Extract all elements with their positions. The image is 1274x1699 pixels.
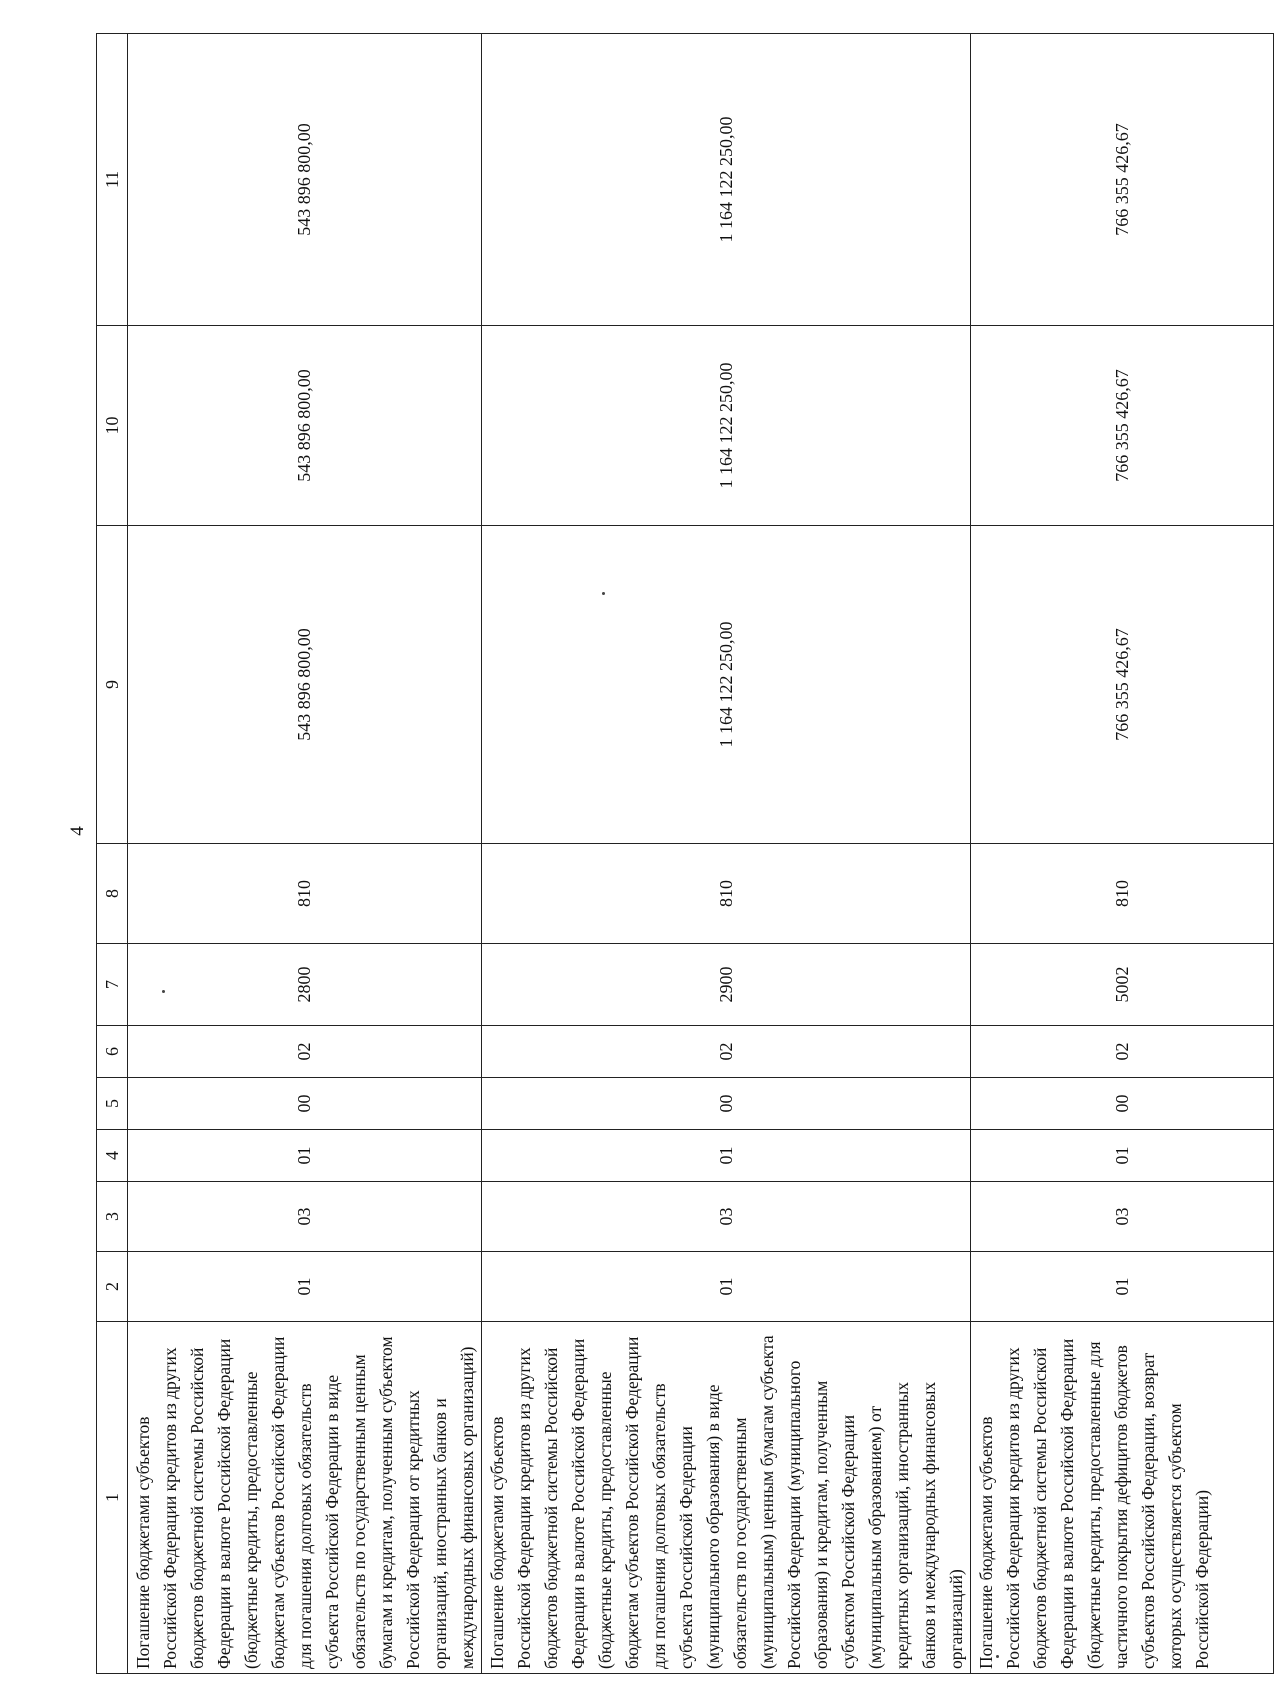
- cell-col-9: 543 896 800,00: [128, 526, 482, 844]
- cell-col-8: 810: [482, 844, 971, 944]
- cell-col-9: 766 355 426,67: [971, 526, 1274, 844]
- cell-col-11: 543 896 800,00: [128, 34, 482, 326]
- row-description: Погашение бюджетами субъектов Российской Федерации кредитов из других бюджетов бюджетной системы Российской Федерации в валюте Российской Федерации (бюджетные кредиты, предоставленные бюджетам субъектов Российской Федерации для погашения долговых обязательств субъекта Российской Федерации (муниципального образования) в виде обязательств по государственным (муниципальным) ценным бумагам субъекта Российской Федерации (муниципального образования) и кредитам, полученным субъектом Российской Федерации (муниципальным образованием) от кредитных организаций, иностранных банков и международных финансовых организаций): [482, 1322, 971, 1674]
- cell-col-3: 03: [971, 1182, 1274, 1252]
- header-cell: 10: [97, 326, 128, 526]
- cell-col-6: 02: [971, 1026, 1274, 1078]
- cell-col-7: 2900: [482, 944, 971, 1026]
- cell-col-10: 543 896 800,00: [128, 326, 482, 526]
- cell-col-2: 01: [128, 1252, 482, 1322]
- cell-col-6: 02: [128, 1026, 482, 1078]
- cell-col-4: 01: [482, 1130, 971, 1182]
- header-cell: 4: [97, 1130, 128, 1182]
- row-description: Погашение бюджетами субъектов Российской Федерации кредитов из других бюджетов бюджетной системы Российской Федерации в валюте Российской Федерации (бюджетные кредиты, предоставленные для частичного покрытия дефицитов бюджетов субъектов Российской Федерации, возврат которых осуществляется субъектом Российской Федерации): [971, 1322, 1274, 1674]
- cell-col-9: 1 164 122 250,00: [482, 526, 971, 844]
- cell-col-3: 03: [128, 1182, 482, 1252]
- header-cell: 11: [97, 34, 128, 326]
- header-cell: 3: [97, 1182, 128, 1252]
- cell-col-7: 5002: [971, 944, 1274, 1026]
- cell-col-5: 00: [128, 1078, 482, 1130]
- page-number: 4: [66, 826, 88, 836]
- table-container: [96, 34, 1212, 1674]
- cell-col-6: 02: [482, 1026, 971, 1078]
- budget-table: [96, 33, 1274, 1674]
- table-row: [128, 34, 482, 1674]
- header-cell: 6: [97, 1026, 128, 1078]
- header-cell: 5: [97, 1078, 128, 1130]
- header-cell: 7: [97, 944, 128, 1026]
- table-row: [971, 34, 1274, 1674]
- cell-col-8: 810: [128, 844, 482, 944]
- cell-col-7: 2800: [128, 944, 482, 1026]
- header-row: [97, 34, 128, 1674]
- cell-col-2: 01: [482, 1252, 971, 1322]
- header-cell: 1: [97, 1322, 128, 1674]
- header-cell: 2: [97, 1252, 128, 1322]
- scan-speck: [996, 1655, 999, 1658]
- scan-speck: [162, 990, 165, 993]
- cell-col-5: 00: [971, 1078, 1274, 1130]
- rotated-table: [96, 34, 1212, 1674]
- header-cell: 8: [97, 844, 128, 944]
- cell-col-8: 810: [971, 844, 1274, 944]
- cell-col-5: 00: [482, 1078, 971, 1130]
- cell-col-3: 03: [482, 1182, 971, 1252]
- cell-col-10: 766 355 426,67: [971, 326, 1274, 526]
- cell-col-10: 1 164 122 250,00: [482, 326, 971, 526]
- header-cell: 9: [97, 526, 128, 844]
- scan-speck: [602, 592, 605, 595]
- cell-col-2: 01: [971, 1252, 1274, 1322]
- cell-col-11: 766 355 426,67: [971, 34, 1274, 326]
- cell-col-4: 01: [971, 1130, 1274, 1182]
- row-description: Погашение бюджетами субъектов Российской Федерации кредитов из других бюджетов бюджетной системы Российской Федерации в валюте Российской Федерации (бюджетные кредиты, предоставленные бюджетам субъектов Российской Федерации для погашения долговых обязательств субъекта Российской Федерации в виде обязательств по государственным ценным бумагам и кредитам, полученным субъектом Российской Федерации от кредитных организаций, иностранных банков и международных финансовых организаций): [128, 1322, 482, 1674]
- cell-col-4: 01: [128, 1130, 482, 1182]
- table-row: [482, 34, 971, 1674]
- cell-col-11: 1 164 122 250,00: [482, 34, 971, 326]
